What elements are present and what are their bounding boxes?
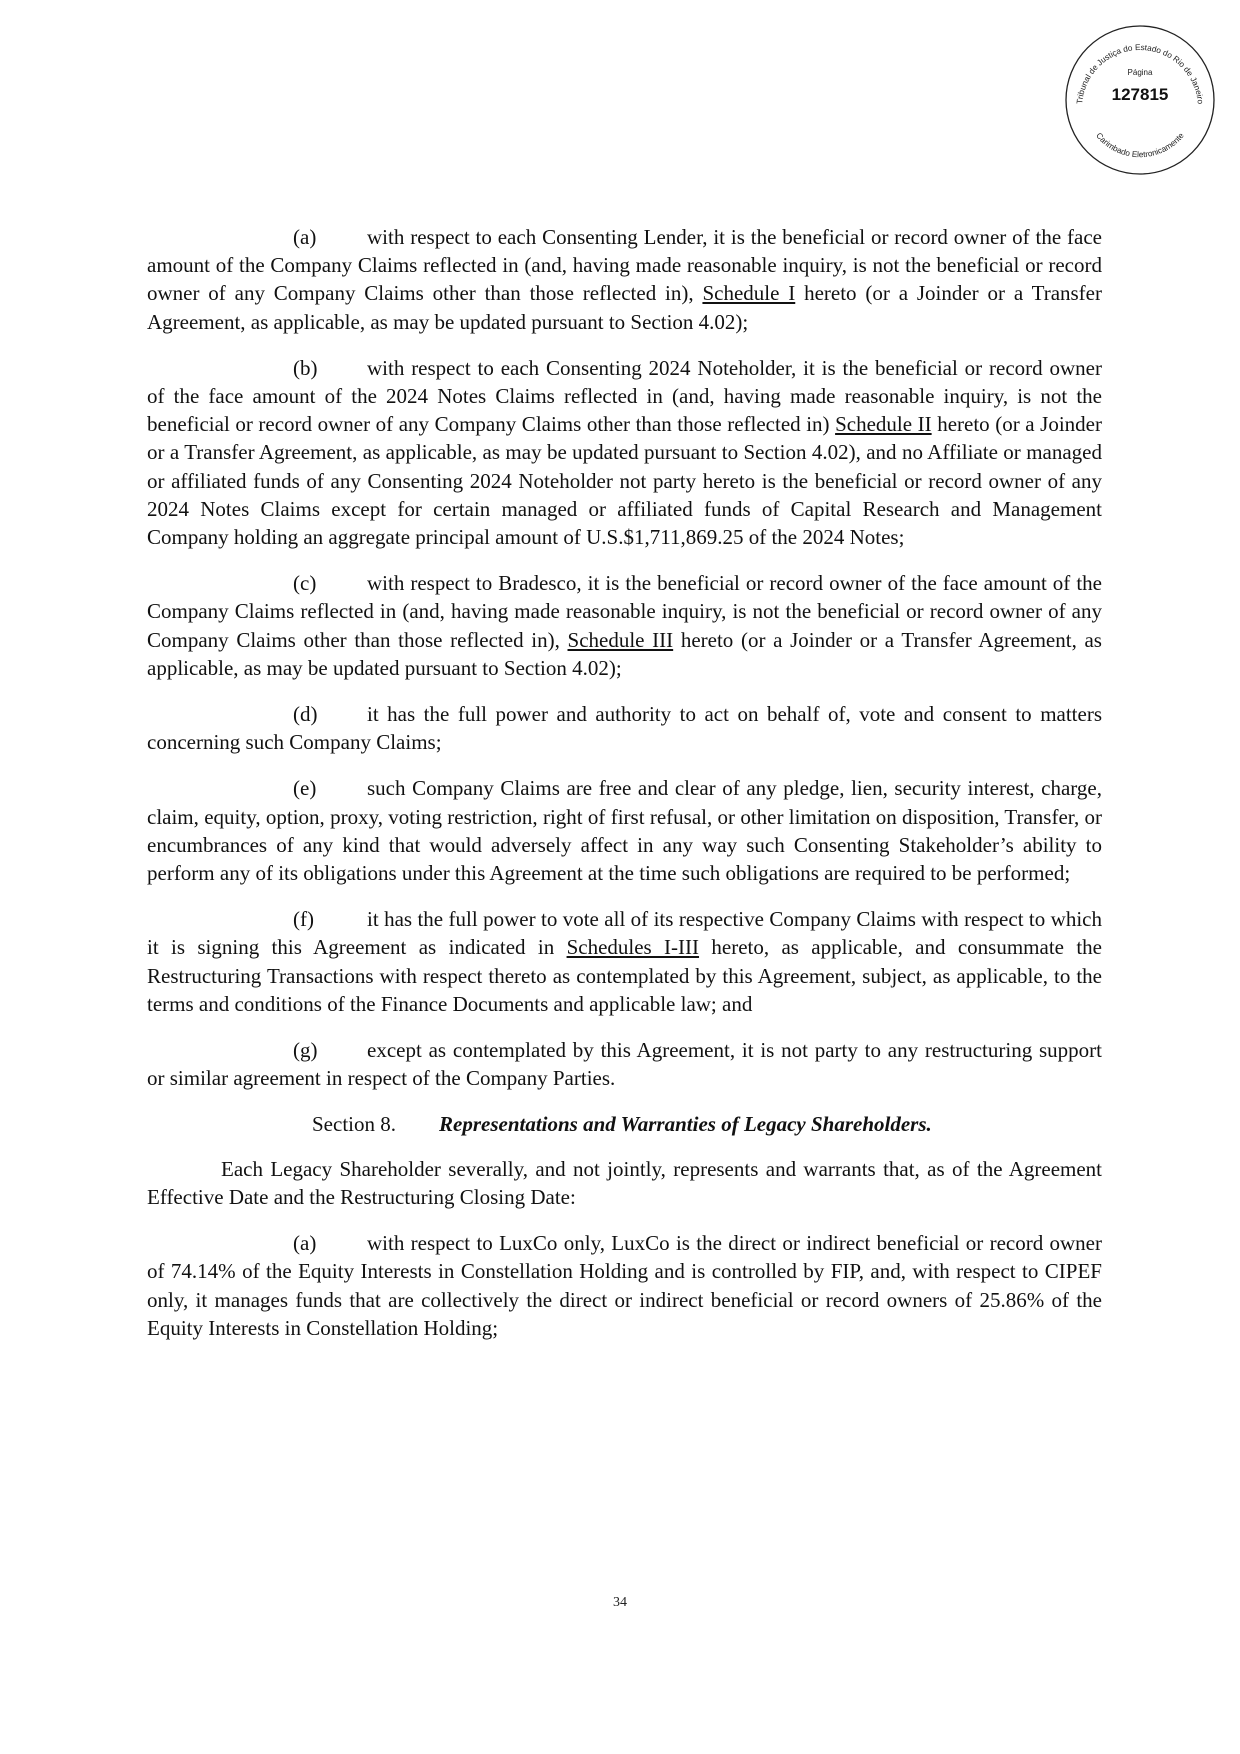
schedule-reference: Schedule III xyxy=(567,627,674,652)
schedule-reference: Schedule I xyxy=(702,281,796,306)
paragraph-text: hereto (or a Joinder or a Transfer Agreement, as applicable, as may be updated pursuant to Section 4.02), and no Affiliate or managed or affiliated funds of any Consenting 2024 Noteholder not party hereto is the beneficial or record owner of any 2024 Notes Claims except for certain managed or affiliated funds of Capital Research and Management Company holding an aggregate principal amount of U.S.$1,711,869.25 of the 2024 Notes; xyxy=(147,412,1102,550)
paragraph-text: with respect to Bradesco, it is the beneficial or record owner of the face amount of the Company Claims reflected in (and, having made reasonable inquiry, is not the beneficial or record owner of any Company Claims other than those reflected in), xyxy=(147,571,1102,652)
shareholder-intro-paragraph: Each Legacy Shareholder severally, and not jointly, represents and warrants that, as of the Agreement Effective Date and the Restructuring Closing Date: xyxy=(147,1156,1102,1209)
paragraph-text: with respect to each Consenting 2024 Noteholder, it is the beneficial or record owner of the face amount of the 2024 Notes Claims reflected in (and, having made reasonable inquiry, is not the beneficial or record owner of any Company Claims other than those reflected in) xyxy=(147,355,1102,437)
paragraph-d xyxy=(147,700,1102,756)
paragraph-b xyxy=(147,354,1102,551)
paragraph-label: (e) xyxy=(293,776,317,801)
paragraph-text: except as contemplated by this Agreement, it is not party to any restructuring support or similar agreement in respect of the Company Parties. xyxy=(147,1038,1102,1091)
svg-text:Carimbado Eletronicamente xyxy=(1094,131,1186,159)
stamp-page-label: Página xyxy=(1127,68,1153,77)
paragraph-text: hereto, as applicable, and consummate the Restructuring Transactions with respect thereto as contemplated by this Agreement, subject, as applicable, to the terms and conditions of the Finance Documents and applicable law; and xyxy=(147,935,1102,1016)
paragraph-a xyxy=(147,223,1102,336)
paragraph-g xyxy=(147,1036,1102,1092)
paragraph-text: hereto (or a Joinder or a Transfer Agreement, as applicable, as may be updated pursuant to Section 4.02); xyxy=(147,281,1102,334)
schedule-reference: Schedules I-III xyxy=(566,935,700,960)
paragraph-text: it has the full power and authority to act on behalf of, vote and consent to matters concerning such Company Claims; xyxy=(147,702,1102,755)
section-number: Section 8. xyxy=(312,1112,396,1137)
paragraph-label: (c) xyxy=(293,571,317,596)
paragraph-c xyxy=(147,569,1102,682)
paragraph-text: with respect to each Consenting Lender, it is the beneficial or record owner of the face amount of the Company Claims reflected in (and, having made reasonable inquiry, is not the beneficial or record owner of any Company Claims other than those reflected in), xyxy=(147,225,1102,306)
section-title: Representations and Warranties of Legacy Shareholders. xyxy=(439,1112,932,1137)
stamp-arc-bottom-text: Carimbado Eletronicamente xyxy=(1094,131,1186,160)
paragraph-label: (g) xyxy=(293,1038,318,1063)
shareholder-paragraph-a xyxy=(147,1229,1102,1342)
paragraph-text: such Company Claims are free and clear of any pledge, lien, security interest, charge, claim, equity, option, proxy, voting restriction, right of first refusal, or other limitation on disposition, Transfer, or encumbrances of any kind that would adversely affect in any way such Consenting Stakeholder’s ability to perform any of its obligations under this Agreement at the time such obligations are required to be performed; xyxy=(147,776,1102,886)
stamp-page-number: 127815 xyxy=(1111,85,1169,104)
paragraph-label: (b) xyxy=(293,355,318,380)
paragraph-f xyxy=(147,905,1102,1018)
paragraph-text: with respect to LuxCo only, LuxCo is the direct or indirect beneficial or record owner of 74.14% of the Equity Interests in Constellation Holding and is controlled by FIP, and, with respect to CIPEF only, it manages funds that are collectively the direct or indirect beneficial or record owners of 25.86% of the Equity Interests in Constellation Holding; xyxy=(147,1231,1102,1340)
court-stamp xyxy=(1062,22,1218,178)
schedule-reference: Schedule II xyxy=(835,412,932,437)
paragraph-label: (a) xyxy=(293,225,317,249)
paragraph-label: (f) xyxy=(293,907,314,932)
document-body xyxy=(147,223,1102,1360)
paragraph-e xyxy=(147,774,1102,887)
page-number: 34 xyxy=(613,1595,627,1610)
paragraph-label: (a) xyxy=(293,1231,317,1256)
section-heading xyxy=(147,1110,1102,1138)
paragraph-text: it has the full power to vote all of its respective Company Claims with respect to which it is signing this Agreement as indicated in xyxy=(147,907,1102,960)
stamp-arc-top-text: Tribunal de Justiça do Estado do Rio de Janeiro xyxy=(1075,42,1205,105)
paragraph-label: (d) xyxy=(293,702,318,727)
paragraph-text: hereto (or a Joinder or a Transfer Agreement, as applicable, as may be updated pursuant to Section 4.02); xyxy=(147,627,1102,680)
